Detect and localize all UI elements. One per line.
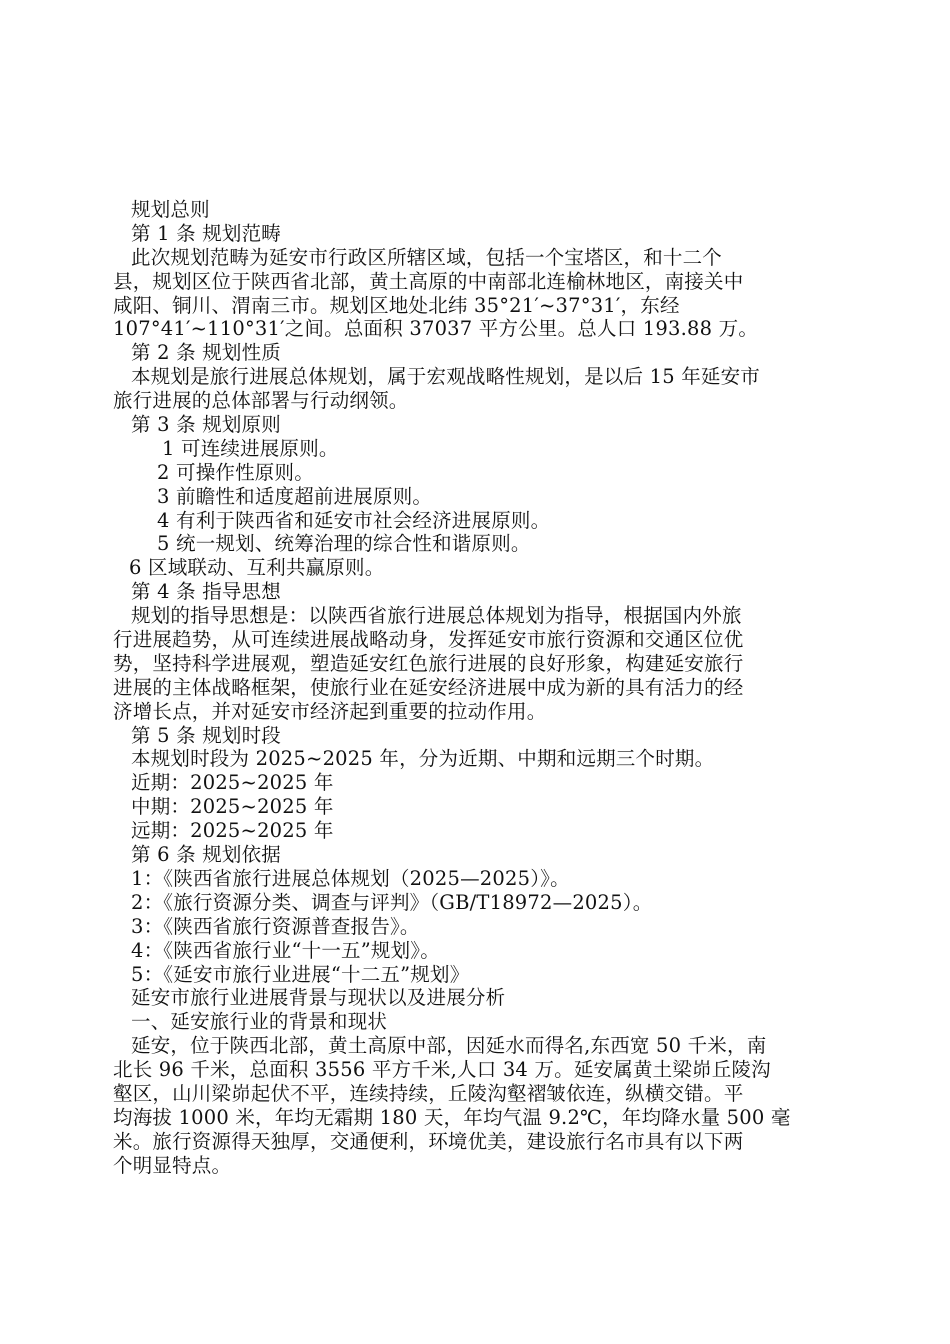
text-line: 规划的指导思想是：以陕西省旅行进展总体规划为指导，根据国内外旅 [131, 604, 742, 628]
text-line: 进展的主体战略框架，使旅行业在延安经济进展中成为新的具有活力的经 [113, 675, 744, 699]
text-line: 延安市旅行业进展背景与现状以及进展分析 [131, 986, 506, 1010]
text-line: 107°41′~110°31′之间。总面积 37037 平方公里。总人口 193.88 万。 [113, 317, 759, 341]
text-line: 县，规划区位于陕西省北部，黄土高原的中南部北连榆林地区，南接关中 [113, 269, 744, 293]
text-line: 2 可操作性原则。 [157, 460, 314, 484]
text-line: 4 有利于陕西省和延安市社会经济进展原则。 [157, 508, 551, 532]
text-line: 第 3 条 规划原则 [131, 413, 282, 437]
text-line: 济增长点，并对延安市经济起到重要的拉动作用。 [113, 699, 547, 723]
text-line: 势，坚持科学进展观，塑造延安红色旅行进展的良好形象，构建延安旅行 [113, 651, 744, 675]
text-line: 3：《陕西省旅行资源普查报告》。 [131, 914, 420, 938]
text-line: 此次规划范畴为延安市行政区所辖区域，包括一个宝塔区，和十二个 [131, 245, 723, 269]
text-line: 本规划时段为 2025~2025 年，分为近期、中期和远期三个时期。 [131, 747, 715, 771]
text-line: 远期：2025~2025 年 [131, 819, 334, 843]
text-line: 米。旅行资源得天独厚，交通便利，环境优美，建设旅行名市具有以下两 [113, 1129, 744, 1153]
text-line: 第 4 条 指导思想 [131, 580, 282, 604]
text-line: 4：《陕西省旅行业“十一五”规划》。 [131, 938, 440, 962]
text-line: 第 5 条 规划时段 [131, 723, 282, 747]
text-line: 北长 96 千米，总面积 3556 平方千米,人口 34 万。延安属黄土梁峁丘陵沟 [113, 1058, 771, 1082]
text-line: 壑区，山川梁峁起伏不平，连续持续，丘陵沟壑褶皱依连，纵横交错。平 [113, 1081, 744, 1105]
text-line: 个明显特点。 [113, 1153, 232, 1177]
text-line: 5 统一规划、统筹治理的综合性和谐原则。 [157, 532, 531, 556]
text-line: 第 6 条 规划依据 [131, 843, 282, 867]
text-line: 一、延安旅行业的背景和现状 [131, 1010, 388, 1034]
text-line: 1：《陕西省旅行进展总体规划（2025—2025）》。 [131, 866, 570, 890]
text-line: 5：《延安市旅行业进展“十二五”规划》 [131, 962, 470, 986]
text-line: 第 2 条 规划性质 [131, 341, 282, 365]
text-line: 中期：2025~2025 年 [131, 795, 334, 819]
text-line: 旅行进展的总体部署与行动纲领。 [113, 389, 409, 413]
text-line: 咸阳、铜川、渭南三市。规划区地处北纬 35°21′~37°31′，东经 [113, 293, 680, 317]
text-line: 6 区域联动、互利共赢原则。 [129, 556, 385, 580]
text-line: 2：《旅行资源分类、调查与评判》（GB/T18972—2025）。 [131, 890, 653, 914]
text-line: 1 可连续进展原则。 [162, 436, 339, 460]
document-body [113, 198, 835, 1178]
text-line: 规划总则 [131, 198, 210, 221]
text-line: 第 1 条 规划范畴 [131, 221, 282, 245]
text-line: 均海拔 1000 米，年均无霜期 180 天，年均气温 9.2℃，年均降水量 500 毫 [113, 1105, 791, 1129]
text-line: 3 前瞻性和适度超前进展原则。 [157, 484, 433, 508]
text-line: 行进展趋势，从可连续进展战略动身，发挥延安市旅行资源和交通区位优 [113, 628, 744, 652]
text-line: 本规划是旅行进展总体规划，属于宏观战略性规划，是以后 15 年延安市 [131, 365, 761, 389]
text-line: 近期：2025~2025 年 [131, 771, 334, 795]
text-line: 延安，位于陕西北部，黄土高原中部，因延水而得名,东西宽 50 千米，南 [131, 1034, 767, 1058]
